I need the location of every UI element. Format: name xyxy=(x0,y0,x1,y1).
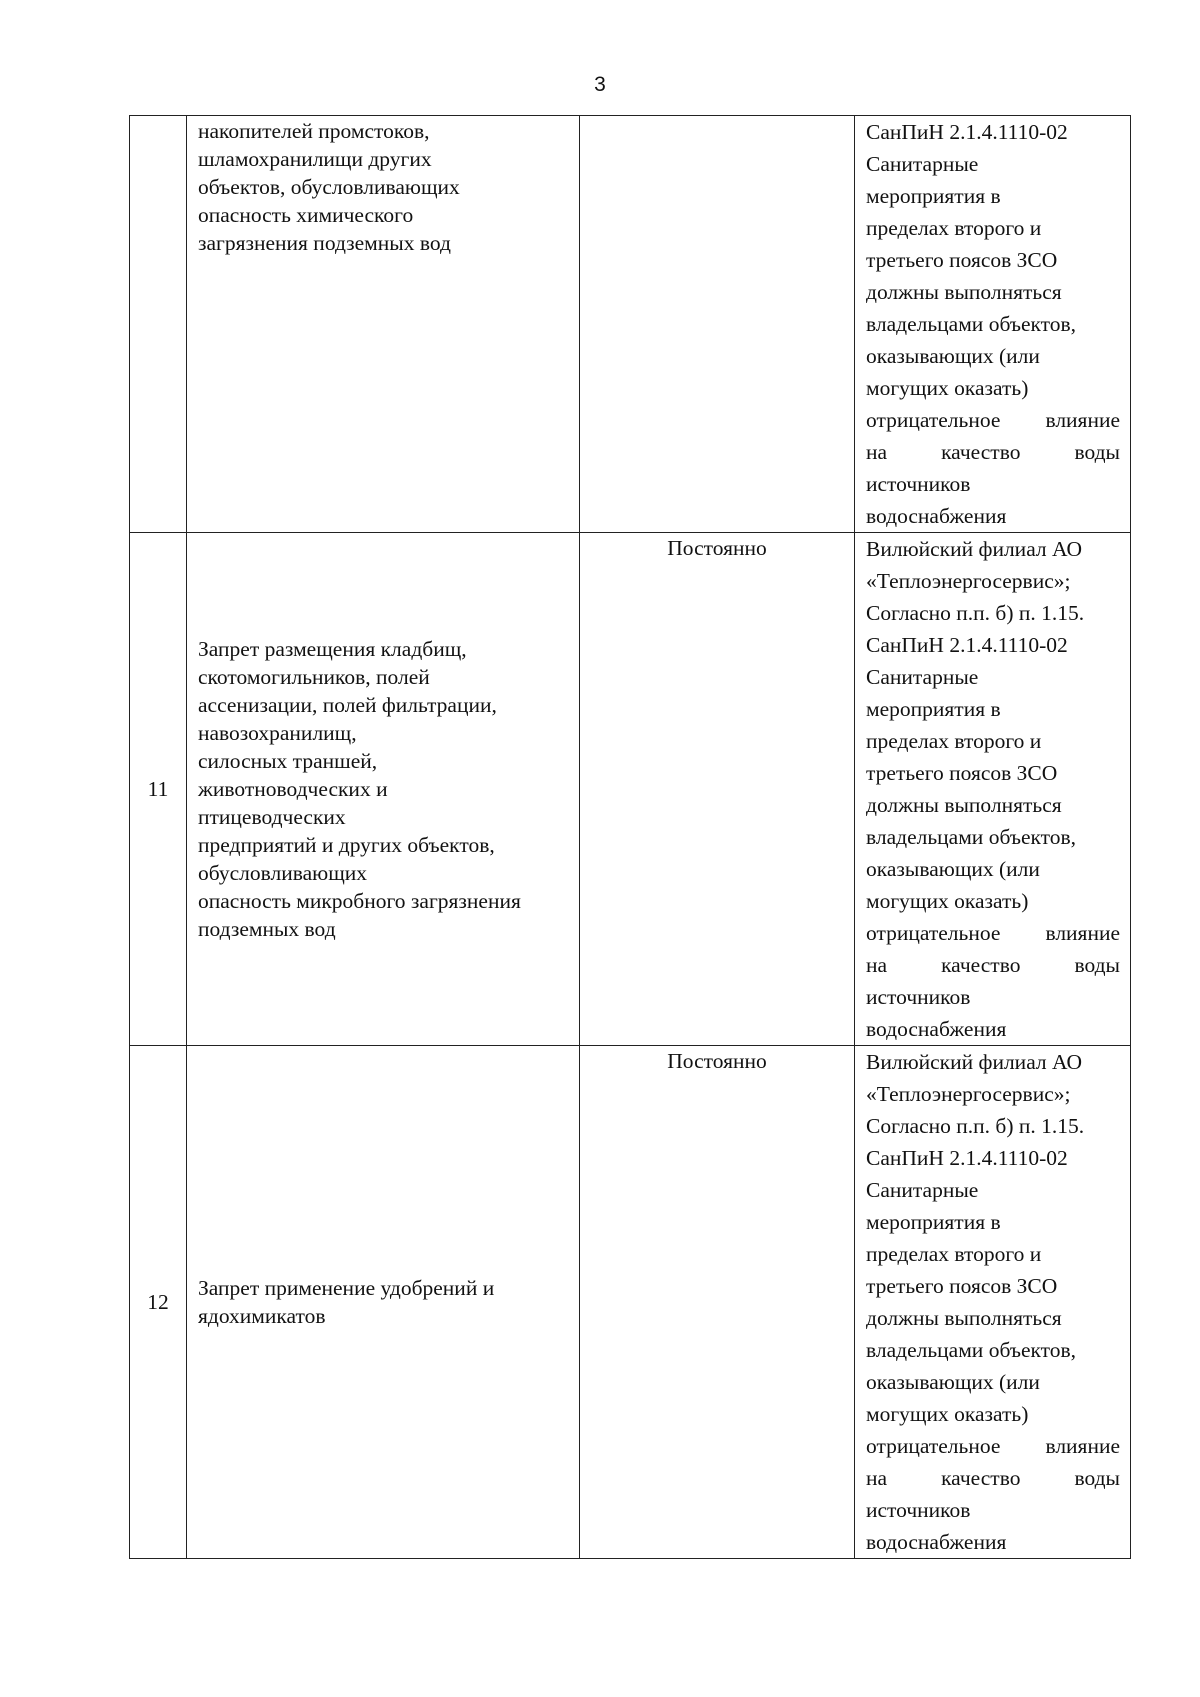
description-line: животноводческих и xyxy=(198,777,388,801)
responsible-line: пределах второго и xyxy=(866,216,1042,240)
responsible-line: «Теплоэнергосервис»; xyxy=(866,1082,1071,1106)
description-line: предприятий и других объектов, xyxy=(198,833,495,857)
page-number: 3 xyxy=(594,73,606,96)
responsible-line: Согласно п.п. б) п. 1.15. xyxy=(866,601,1085,625)
measure-description xyxy=(187,533,580,1046)
responsible-line: Санитарные xyxy=(866,1178,979,1202)
description-line: опасность микробного загрязнения xyxy=(198,889,521,913)
responsible-line: источников xyxy=(866,1498,971,1522)
responsible-line: должны выполняться xyxy=(866,280,1062,304)
responsible-line: отрицательное влияние xyxy=(866,1434,1120,1458)
responsible-line: Согласно п.п. б) п. 1.15. xyxy=(866,1114,1085,1138)
responsible-line: Вилюйский филиал АО xyxy=(866,1050,1083,1074)
responsible-cell xyxy=(855,1046,1131,1559)
description-line: ассенизации, полей фильтрации, xyxy=(198,693,497,717)
responsible-line: владельцами объектов, xyxy=(866,825,1077,849)
term-cell: Постоянно xyxy=(580,533,855,1046)
responsible-line: должны выполняться xyxy=(866,1306,1062,1330)
responsible-line: водоснабжения xyxy=(866,1017,1007,1041)
description-line: ядохимикатов xyxy=(198,1304,326,1328)
responsible-line: третьего поясов ЗСО xyxy=(866,1274,1058,1298)
description-line: навозохранилищ, xyxy=(198,721,357,745)
responsible-line: могущих оказать) xyxy=(866,1402,1029,1426)
responsible-line: Санитарные xyxy=(866,152,979,176)
responsible-line: СанПиН 2.1.4.1110-02 xyxy=(866,1146,1068,1170)
responsible-line: источников xyxy=(866,472,971,496)
responsible-line: СанПиН 2.1.4.1110-02 xyxy=(866,633,1068,657)
description-line: птицеводческих xyxy=(198,805,346,829)
responsible-line: водоснабжения xyxy=(866,504,1007,528)
responsible-line: третьего поясов ЗСО xyxy=(866,761,1058,785)
measures-table xyxy=(129,115,1131,1559)
responsible-line: могущих оказать) xyxy=(866,889,1029,913)
responsible-line: на качество воды xyxy=(866,1466,1120,1490)
responsible-line: оказывающих (или xyxy=(866,1370,1040,1394)
term-cell xyxy=(580,116,855,533)
responsible-line: оказывающих (или xyxy=(866,857,1040,881)
responsible-line: Санитарные xyxy=(866,665,979,689)
table-row xyxy=(130,1046,1131,1559)
responsible-line: мероприятия в xyxy=(866,184,1001,208)
description-line: силосных траншей, xyxy=(198,749,378,773)
description-line: шламохранилищи других xyxy=(198,147,432,171)
description-line: Запрет применение удобрений и xyxy=(198,1276,495,1300)
term-cell: Постоянно xyxy=(580,1046,855,1559)
responsible-line: третьего поясов ЗСО xyxy=(866,248,1058,272)
responsible-line: владельцами объектов, xyxy=(866,1338,1077,1362)
responsible-line: оказывающих (или xyxy=(866,344,1040,368)
responsible-line: мероприятия в xyxy=(866,697,1001,721)
responsible-line: пределах второго и xyxy=(866,729,1042,753)
responsible-line: Вилюйский филиал АО xyxy=(866,537,1083,561)
table-row xyxy=(130,533,1131,1046)
measure-description xyxy=(187,116,580,533)
description-line: объектов, обусловливающих xyxy=(198,175,460,199)
responsible-cell xyxy=(855,116,1131,533)
responsible-line: на качество воды xyxy=(866,440,1120,464)
responsible-line: владельцами объектов, xyxy=(866,312,1077,336)
responsible-line: источников xyxy=(866,985,971,1009)
description-line: загрязнения подземных вод xyxy=(198,231,451,255)
description-line: Запрет размещения кладбищ, xyxy=(198,637,467,661)
responsible-line: должны выполняться xyxy=(866,793,1062,817)
row-number: 12 xyxy=(130,1046,187,1559)
description-line: скотомогильников, полей xyxy=(198,665,430,689)
description-line: обусловливающих xyxy=(198,861,368,885)
measure-description xyxy=(187,1046,580,1559)
table-row xyxy=(130,116,1131,533)
description-line: накопителей промстоков, xyxy=(198,119,430,143)
responsible-line: отрицательное влияние xyxy=(866,408,1120,432)
responsible-line: отрицательное влияние xyxy=(866,921,1120,945)
responsible-line: СанПиН 2.1.4.1110-02 xyxy=(866,120,1068,144)
responsible-line: «Теплоэнергосервис»; xyxy=(866,569,1071,593)
row-number: 11 xyxy=(130,533,187,1046)
responsible-line: мероприятия в xyxy=(866,1210,1001,1234)
responsible-line: водоснабжения xyxy=(866,1530,1007,1554)
description-line: подземных вод xyxy=(198,917,336,941)
responsible-line: могущих оказать) xyxy=(866,376,1029,400)
description-line: опасность химического xyxy=(198,203,414,227)
responsible-cell xyxy=(855,533,1131,1046)
responsible-line: пределах второго и xyxy=(866,1242,1042,1266)
responsible-line: на качество воды xyxy=(866,953,1120,977)
row-number xyxy=(130,116,187,533)
